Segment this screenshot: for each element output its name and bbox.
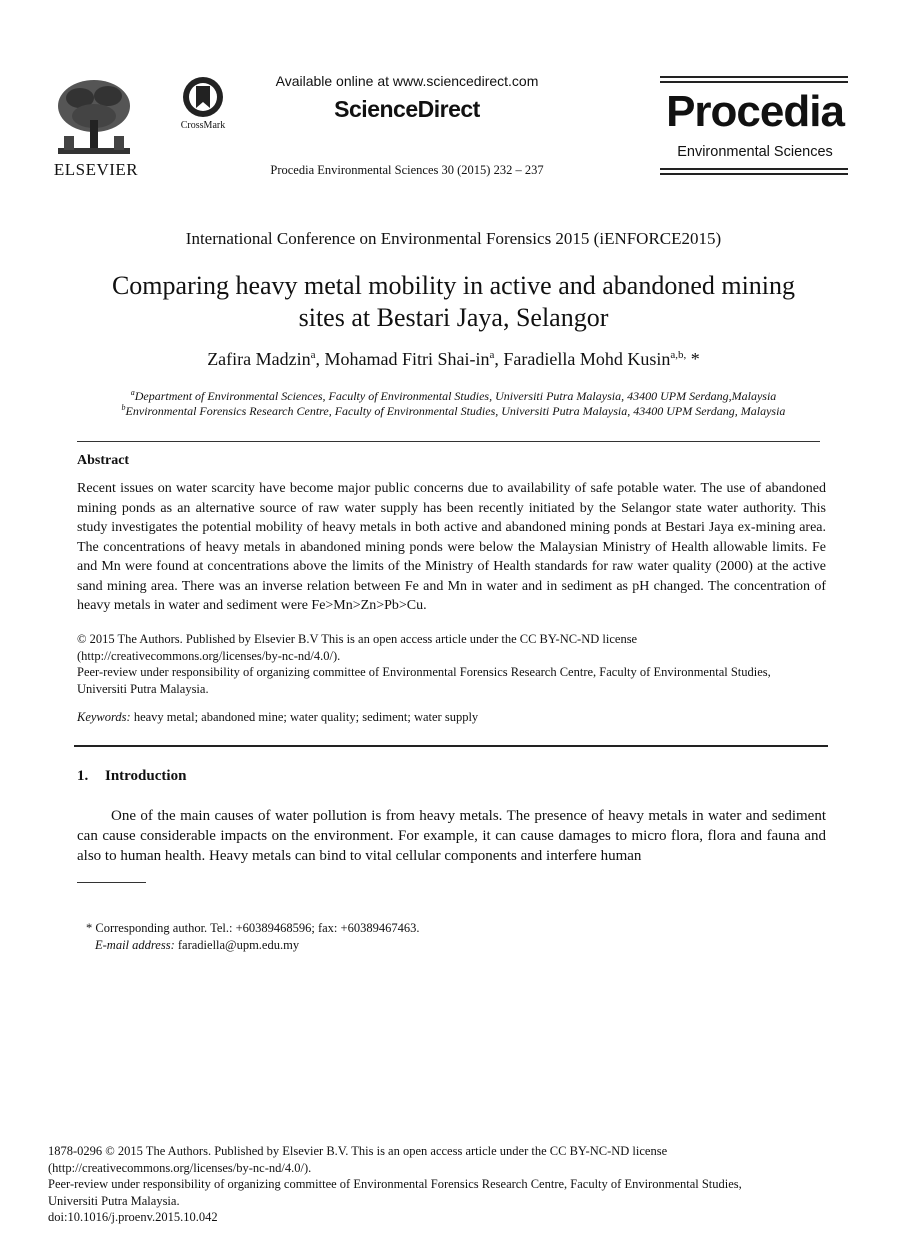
abstract-heading: Abstract [77, 453, 130, 468]
conference-name: International Conference on Environmental Forensics 2015 (iENFORCE2015) [185, 229, 722, 248]
crossmark-label: CrossMark [180, 120, 226, 131]
title-line-1: Comparing heavy metal mobility in active and abandoned mining [111, 271, 796, 300]
abstract-body: Recent issues on water scarcity have become major public concerns due to availability of safe potable water. The use of abandoned mining ponds as an alternative source of raw water supply has been recently initiated by the Selangor state water authority. This study investigates the potential mobility of heavy metals in both active and abandoned mining ponds at Bestari Jaya ex-mining area. The concentrations of heavy metals in abandoned mining ponds were below the Malaysian Ministry of Health allowable limits. Fe and Mn were found at concentrations above the limits of the Ministry of Health standards for raw water quality (2000) at the active sand mining area. There was an inverse relation between Fe and Mn in water and in sediment as pH changed. The concentration of heavy metals in water and sediment were Fe>Mn>Zn>Pb>Cu. [77, 481, 826, 613]
introduction-body: One of the main causes of water pollution is from heavy metals. The presence of heavy metals in water and sediment can cause considerable impacts on the environment. For example, it can cause damages to micro flora, flora and fauna and also to human health. Heavy metals can bind to vital cellular components and interfere human [77, 808, 826, 864]
email-label: E-mail address: [95, 938, 175, 952]
affiliation-mark: b [121, 403, 126, 412]
sciencedirect-logo: ScienceDirect [334, 96, 480, 122]
keywords-list: heavy metal; abandoned mine; water quality; sediment; water supply [133, 710, 479, 724]
author-separator: , [494, 349, 504, 369]
elsevier-logo [50, 76, 142, 179]
affiliation-text: Environmental Forensics Research Centre, Faculty of Environmental Studies, Universiti Putra Malaysia, 43400 UPM Serdang, Malaysia [125, 404, 786, 418]
author-name: Mohamad Fitri Shai-in [324, 349, 490, 369]
elsevier-tree-icon [50, 76, 138, 160]
author-separator: , [315, 349, 325, 369]
crossmark-icon [172, 76, 234, 120]
section-heading [77, 768, 186, 785]
procedia-subtitle: Environmental Sciences [677, 144, 833, 160]
author-separator: * [686, 349, 700, 369]
author-list [40, 349, 867, 370]
keywords-label: Keywords: [77, 710, 131, 724]
procedia-wordmark: Procedia [666, 87, 844, 136]
section-title: Introduction [105, 768, 187, 784]
author-name: Zafira Madzin [207, 349, 311, 369]
affiliation-mark: a [130, 388, 135, 397]
corresponding-author: * Corresponding author. Tel.: +60389468596; fax: +60389467463. [86, 921, 420, 935]
author-affil-mark: a [489, 349, 495, 361]
doi[interactable]: doi:10.1016/j.proenv.2015.10.042 [48, 1210, 218, 1224]
email-line [95, 938, 299, 953]
divider [77, 441, 820, 442]
affiliation-a [40, 388, 867, 404]
email-address[interactable]: faradiella@upm.edu.my [177, 938, 300, 952]
procedia-logo [660, 76, 850, 176]
license-line: © 2015 The Authors. Published by Elsevier B.V This is an open access article under the CC BY-NC-ND license [77, 632, 638, 646]
crossmark-logo[interactable] [172, 76, 234, 132]
affiliation-b [40, 403, 867, 419]
title-line-2: sites at Bestari Jaya, Selangor [298, 303, 609, 332]
author-affil-mark: a,b, [670, 349, 687, 361]
author-affil-mark: a [310, 349, 316, 361]
available-online-text[interactable]: Available online at www.sciencedirect.com [275, 73, 539, 89]
footer-license: 1878-0296 © 2015 The Authors. Published by Elsevier B.V. This is an open access article under the CC BY-NC-ND license [48, 1144, 668, 1158]
peer-review-line: Peer-review under responsibility of organizing committee of Environmental Forensics Research Centre, Faculty of Environmental Studies, [77, 665, 771, 679]
footer-peer-review: Universiti Putra Malaysia. [48, 1193, 180, 1208]
footnote-rule [77, 882, 146, 883]
footer-peer-review: Peer-review under responsibility of organizing committee of Environmental Forensics Research Centre, Faculty of Environmental Studies, [48, 1177, 742, 1191]
keywords [77, 710, 826, 725]
affiliation-text: Department of Environmental Sciences, Faculty of Environmental Studies, Universiti Putra Malaysia, 43400 UPM Serdang,Malaysia [134, 389, 777, 403]
divider [74, 745, 828, 747]
license-link[interactable]: (http://creativecommons.org/licenses/by-nc-nd/4.0/). [77, 648, 341, 663]
author-name: Faradiella Mohd Kusin [503, 349, 671, 369]
footer-license-link[interactable]: (http://creativecommons.org/licenses/by-nc-nd/4.0/). [48, 1160, 312, 1175]
elsevier-wordmark: ELSEVIER [53, 160, 139, 179]
page-footer [48, 1143, 828, 1226]
peer-review-line: Universiti Putra Malaysia. [77, 681, 209, 696]
license-block [77, 631, 826, 697]
section-number: 1. [77, 768, 89, 784]
paper-title [60, 270, 847, 334]
journal-reference: Procedia Environmental Sciences 30 (2015) 232 – 237 [270, 163, 544, 177]
